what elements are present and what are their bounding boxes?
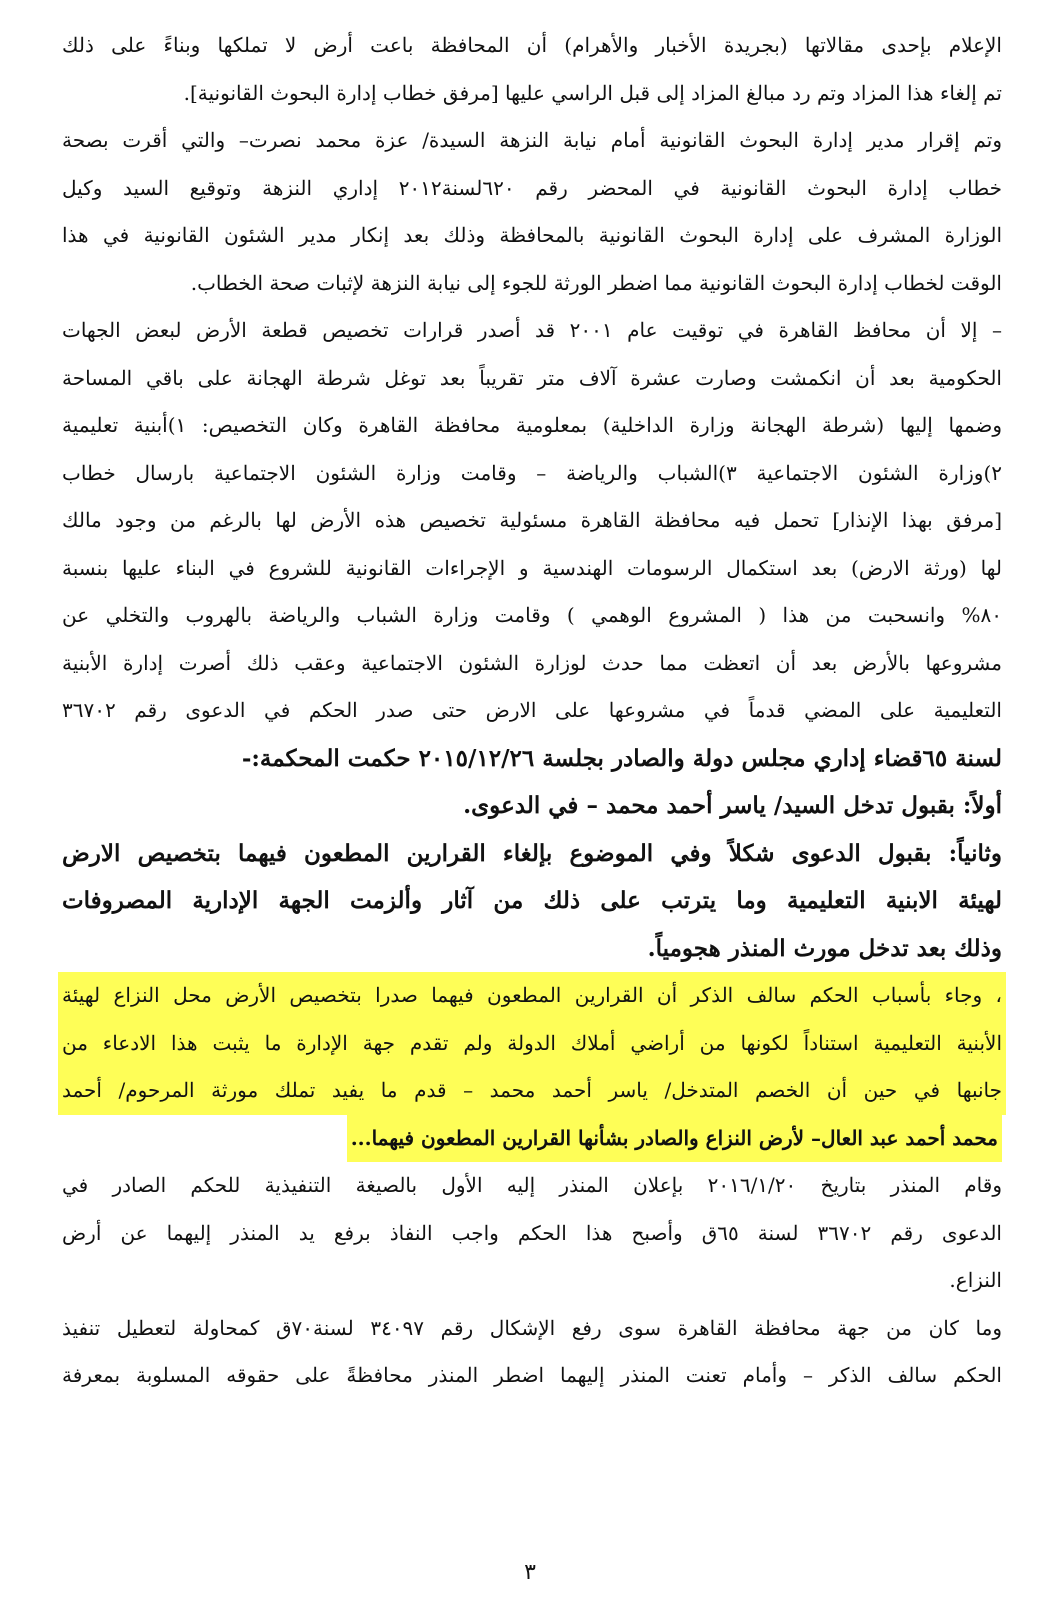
text-line-29: الحكم سالف الذكر – وأمام تعنت المنذر إليهما اضطر المنذر محافظةً على حقوقه المسلوبة بمعرفة [62, 1363, 1002, 1387]
text-line-7: – إلا أن محافظ القاهرة في توقيت عام ٢٠٠١ قد أصدر قرارات تخصيص قطعة الأرض لبعض الجهات [62, 318, 1002, 342]
highlighted-line-2: الأبنية التعليمية استناداً لكونها من أراضي أملاك الدولة ولم تقدم جهة الإدارة ما يثبت هذا الادعاء من [58, 1020, 1006, 1068]
text-line-11: [مرفق بهذا الإنذار] تحمل فيه محافظة القاهرة مسئولية تخصيص هذه الأرض لها بالرغم من وجود مالك [62, 508, 1002, 532]
ruling-second: وثانياً: بقبول الدعوى شكلاً وفي الموضوع بإلغاء القرارين المطعون فيهما بتخصيص الارض [62, 839, 1002, 867]
highlighted-line-3: جانبها في حين أن الخصم المتدخل/ ياسر أحمد محمد – قدم ما يفيد تملك مورثة المرحوم/ أحمد [58, 1067, 1006, 1115]
highlighted-line-4: محمد أحمد عبد العال– لأرض النزاع والصادر بشأنها القرارين المطعون فيهما... [347, 1115, 1002, 1163]
highlighted-line-4-row [62, 1115, 1002, 1163]
ruling-first: أولاً: بقبول تدخل السيد/ ياسر أحمد محمد – في الدعوى. [463, 792, 1002, 819]
text-line-3: وتم إقرار مدير إدارة البحوث القانونية أمام نيابة النزهة السيدة/ عزة محمد نصرت– والتي أقرت بصحة [62, 128, 1002, 152]
text-line-1: الإعلام بإحدى مقالاتها (بجريدة الأخبار والأهرام) أن المحافظة باعت أرض لا تملكها وبناءً على ذلك [62, 33, 1002, 57]
text-line-16: لسنة ٦٥قضاء إداري مجلس دولة والصادر بجلسة ٢٠١٥/١٢/٢٦ حكمت المحكمة:- [241, 744, 1002, 772]
text-line-26: الدعوى رقم ٣٦٧٠٢ لسنة ٦٥ق وأصبح هذا الحكم واجب النفاذ برفع يد المنذر إليهما عن أرض [62, 1220, 1002, 1245]
highlighted-line-1: ، وجاء بأسباب الحكم سالف الذكر أن القرارين المطعون فيهما صدرا بتخصيص الأرض محل النزاع لهيئة [58, 972, 1006, 1020]
text-line-27: النزاع. [949, 1268, 1002, 1292]
text-line-9: وضمها إليها (شرطة الهجانة وزارة الداخلية) بمعلومية محافظة القاهرة وكان التخصيص: ١)أبنية تعليمية [62, 413, 1002, 437]
text-line-8: الحكومية بعد أن انكمشت وصارت عشرة آلاف متر تقريباً بعد توغل شرطة الهجانة على باقي المساحة [62, 365, 1002, 390]
text-line-6: الوقت لخطاب إدارة البحوث القانونية مما اضطر الورثة للجوء إلى نيابة النزهة لإثبات صحة الخطاب. [190, 270, 1002, 295]
text-line-2: تم إلغاء هذا المزاد وتم رد مبالغ المزاد إلى قبل الراسي عليها [مرفق خطاب إدارة البحوث القانونية]. [183, 80, 1002, 105]
text-line-10: ٢)وزارة الشئون الاجتماعية ٣)الشباب والرياضة – وقامت وزارة الشئون الاجتماعية بارسال خطاب [62, 460, 1002, 485]
text-line-12: لها (ورثة الارض) بعد استكمال الرسومات الهندسية و الإجراءات القانونية للشروع في البناء عليها بنسبة [62, 555, 1002, 580]
text-line-13: ٨٠% وانسحبت من هذا ( المشروع الوهمي ) وقامت وزارة الشباب والرياضة بالهروب والتخلي عن [62, 603, 1002, 627]
text-line-15: التعليمية على المضي قدماً في مشروعها على الارض حتى صدر الحكم في الدعوى رقم ٣٦٧٠٢ [62, 698, 1002, 722]
ruling-second-cont: لهيئة الابنية التعليمية وما يترتب على ذلك من آثار وألزمت الجهة الإدارية المصروفات [62, 887, 1002, 914]
text-line-25: وقام المنذر بتاريخ ٢٠١٦/١/٢٠ بإعلان المنذر إليه الأول بالصيغة التنفيذية للحكم الصادر في [62, 1173, 1002, 1197]
text-line-4: خطاب إدارة البحوث القانونية في المحضر رقم ٦٢٠لسنة٢٠١٢ إداري النزهة وتوقيع السيد وكيل [62, 175, 1002, 200]
text-line-28: وما كان من جهة محافظة القاهرة سوى رفع الإشكال رقم ٣٤٠٩٧ لسنة٧٠ق كمحاولة لتعطيل تنفيذ [62, 1315, 1002, 1340]
text-line-14: مشروعها بالأرض بعد أن اتعظت مما حدث لوزارة الشئون الاجتماعية وعقب ذلك أصرت إدارة الأبنية [62, 650, 1002, 675]
ruling-second-end: وذلك بعد تدخل مورث المنذر هجومياً. [647, 934, 1002, 962]
text-line-5: الوزارة المشرف على إدارة البحوث القانونية بالمحافظة وذلك بعد إنكار مدير الشئون القانونية في هذا [62, 223, 1002, 247]
page-number: ٣ [524, 1560, 536, 1585]
